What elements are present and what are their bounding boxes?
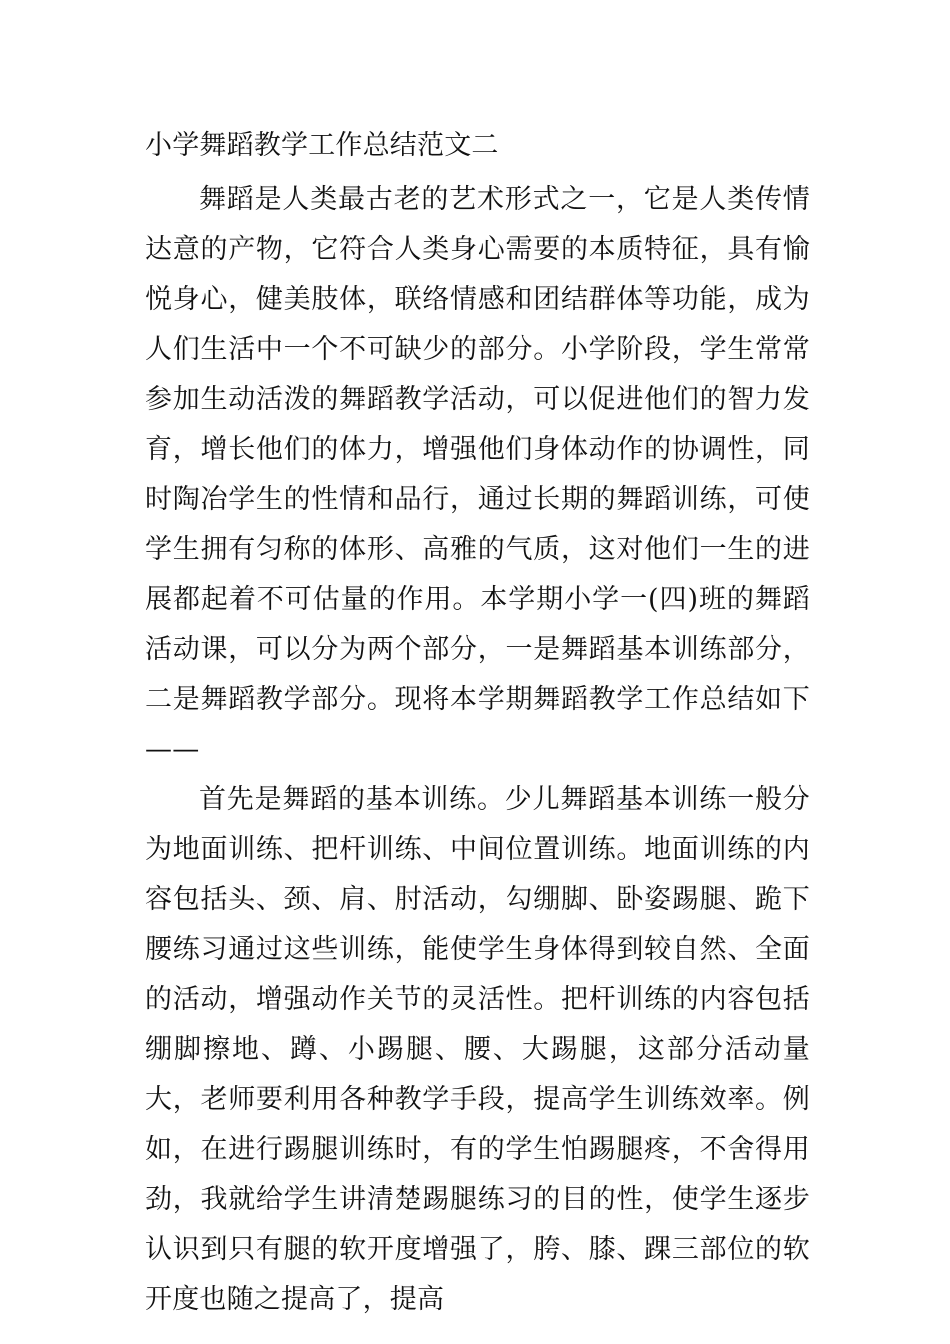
document-title: 小学舞蹈教学工作总结范文二 <box>145 130 499 161</box>
paragraph-2: 首先是舞蹈的基本训练。少儿舞蹈基本训练一般分为地面训练、把杆训练、中间位置训练。地面训练的内容包括头、颈、肩、肘活动，勾绷脚、卧姿踢腿、跪下腰练习通过这些训练，能使学生身体得到较自然、全面的活动，增强动作关节的灵活性。把杆训练的内容包括绷脚擦地、蹲、小踢腿、腰、大踢腿，这部分活动量大，老师要利用各种教学手段，提高学生训练效率。例如，在进行踢腿训练时，有的学生怕踢腿疼，不舍得用劲，我就给学生讲清楚踢腿练习的目的性，使学生逐步认识到只有腿的软开度增强了，胯、膝、踝三部位的软开度也随之提高了，提高 <box>145 784 810 1315</box>
document-body <box>145 124 810 1325</box>
paragraph-1: 舞蹈是人类最古老的艺术形式之一，它是人类传情达意的产物，它符合人类身心需要的本质特征，具有愉悦身心，健美肢体，联络情感和团结群体等功能，成为人们生活中一个不可缺少的部分。小学阶段，学生常常参加生动活泼的舞蹈教学活动，可以促进他们的智力发育，增长他们的体力，增强他们身体动作的协调性，同时陶冶学生的性情和品行，通过长期的舞蹈训练，可使学生拥有匀称的体形、高雅的气质，这对他们一生的进展都起着不可估量的作用。本学期小学一(四)班的舞蹈活动课，可以分为两个部分，一是舞蹈基本训练部分，二是舞蹈教学部分。现将本学期舞蹈教学工作总结如下—— <box>145 184 810 765</box>
